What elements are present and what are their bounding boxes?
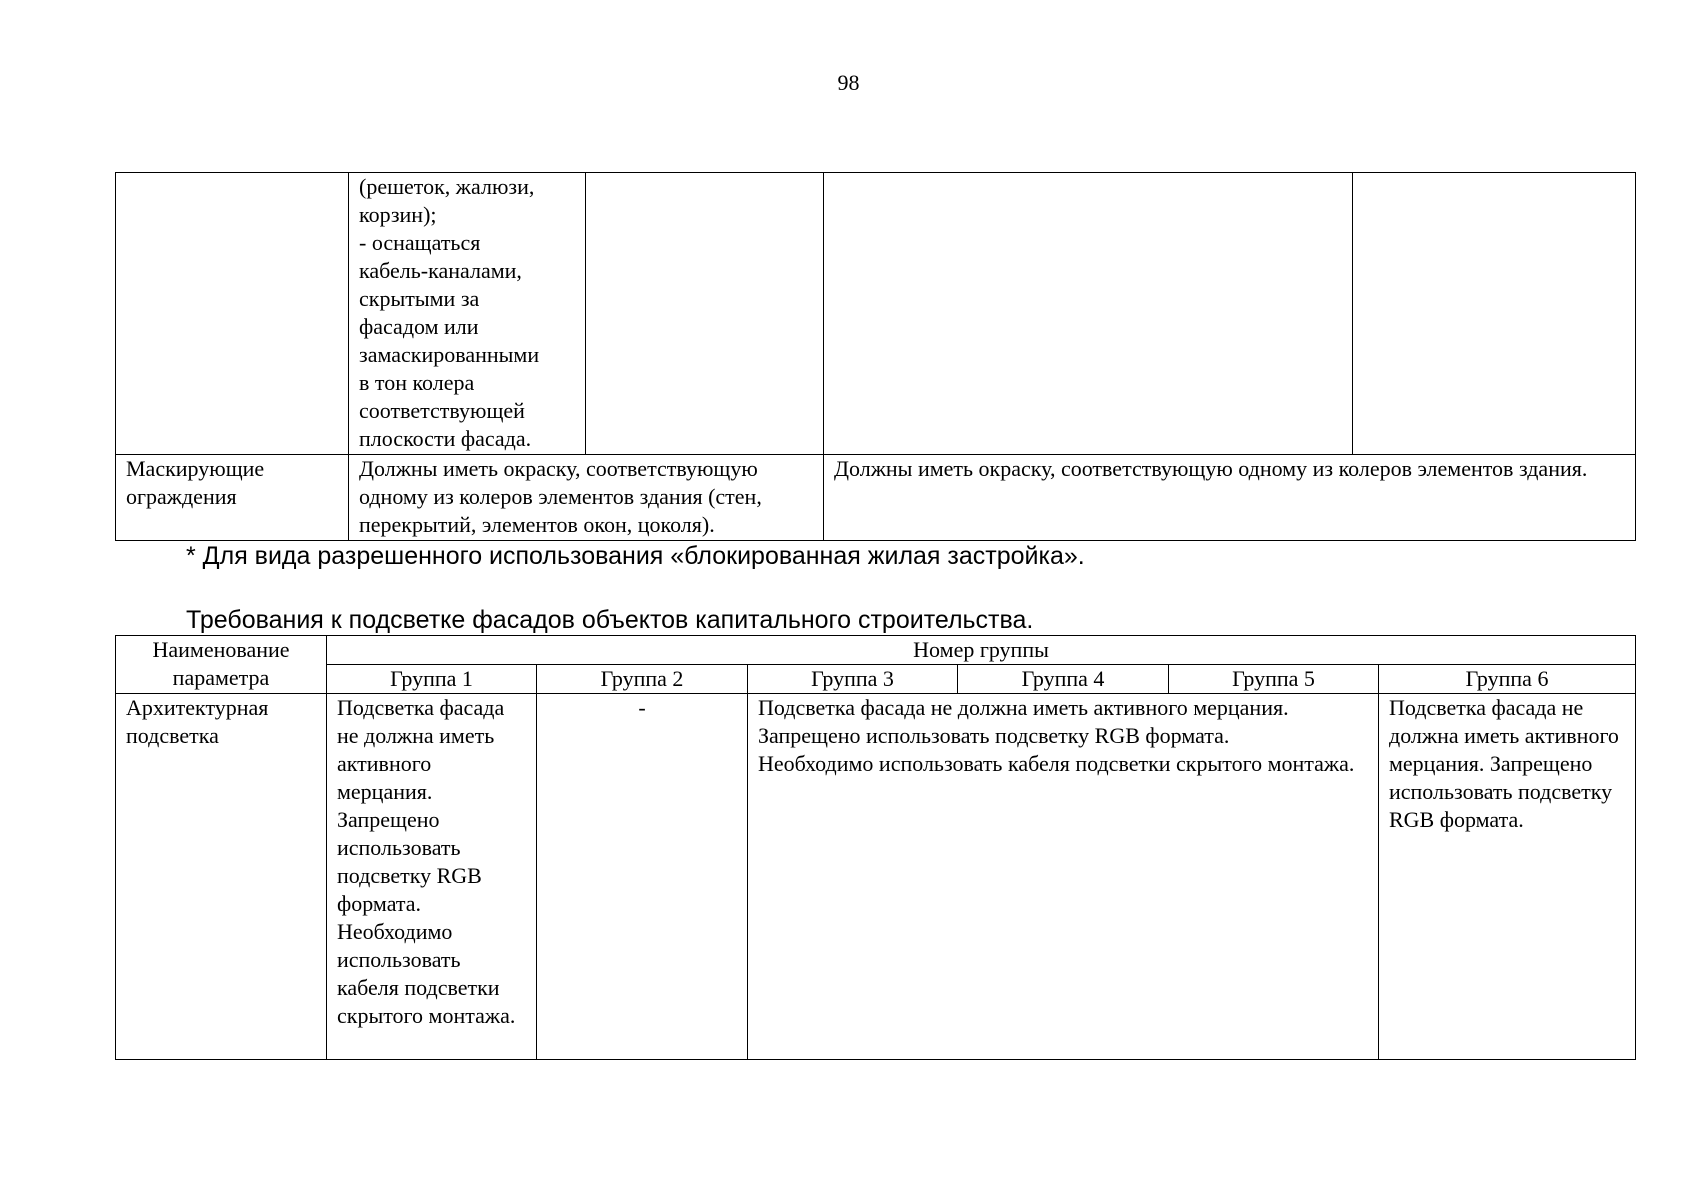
parameter-name-cell: Архитектурная подсветка [116, 694, 327, 1060]
table-cell-groups-right: Должны иметь окраску, соответствующую одному из колеров элементов здания. [824, 455, 1636, 541]
header-group-2: Группа 2 [537, 665, 748, 694]
page-number: 98 [837, 70, 860, 95]
table-cell [586, 173, 824, 455]
groups-3-5-cell: Подсветка фасада не должна иметь активного мерцания. Запрещено использовать подсветку RGB формата. Необходимо использовать кабеля подсветки скрытого монтажа. [748, 694, 1379, 1060]
table-header-row [116, 636, 1636, 665]
table-cell-groups-left: Должны иметь окраску, соответствующую одному из колеров элементов здания (стен, перекрытий, элементов окон, цоколя). [349, 455, 824, 541]
group-1-cell: Подсветка фасада не должна иметь активного мерцания. Запрещено использовать подсветку RGB формата. Необходимо использовать кабеля подсветки скрытого монтажа. [327, 694, 537, 1060]
header-group-1: Группа 1 [327, 665, 537, 694]
facade-lighting-table [115, 635, 1636, 1060]
table-row [116, 694, 1636, 1060]
table-row [116, 173, 1636, 455]
header-parameter-name: Наименование параметра [116, 636, 327, 694]
table-row [116, 455, 1636, 541]
table-cell [824, 173, 1353, 455]
table-cell [116, 173, 349, 455]
table-header-row [116, 665, 1636, 694]
section-heading: Требования к подсветке фасадов объектов капитального строительства. [186, 606, 1034, 634]
header-group-6: Группа 6 [1379, 665, 1636, 694]
header-group-number: Номер группы [327, 636, 1636, 665]
facade-requirements-table-continued [115, 172, 1636, 541]
header-group-4: Группа 4 [958, 665, 1169, 694]
header-group-5: Группа 5 [1169, 665, 1379, 694]
table-cell-requirements-continued: (решеток, жалюзи, корзин); - оснащаться кабель-каналами, скрытыми за фасадом или замаскированными в тон колера соответствующей плоскости фасада. [349, 173, 586, 455]
group-2-cell: - [537, 694, 748, 1060]
parameter-name-cell: Маскирующие ограждения [116, 455, 349, 541]
group-6-cell: Подсветка фасада не должна иметь активного мерцания. Запрещено использовать подсветку RGB формата. [1379, 694, 1636, 1060]
header-group-3: Группа 3 [748, 665, 958, 694]
table-cell [1353, 173, 1636, 455]
footnote: * Для вида разрешенного использования «блокированная жилая застройка». [186, 542, 1085, 570]
